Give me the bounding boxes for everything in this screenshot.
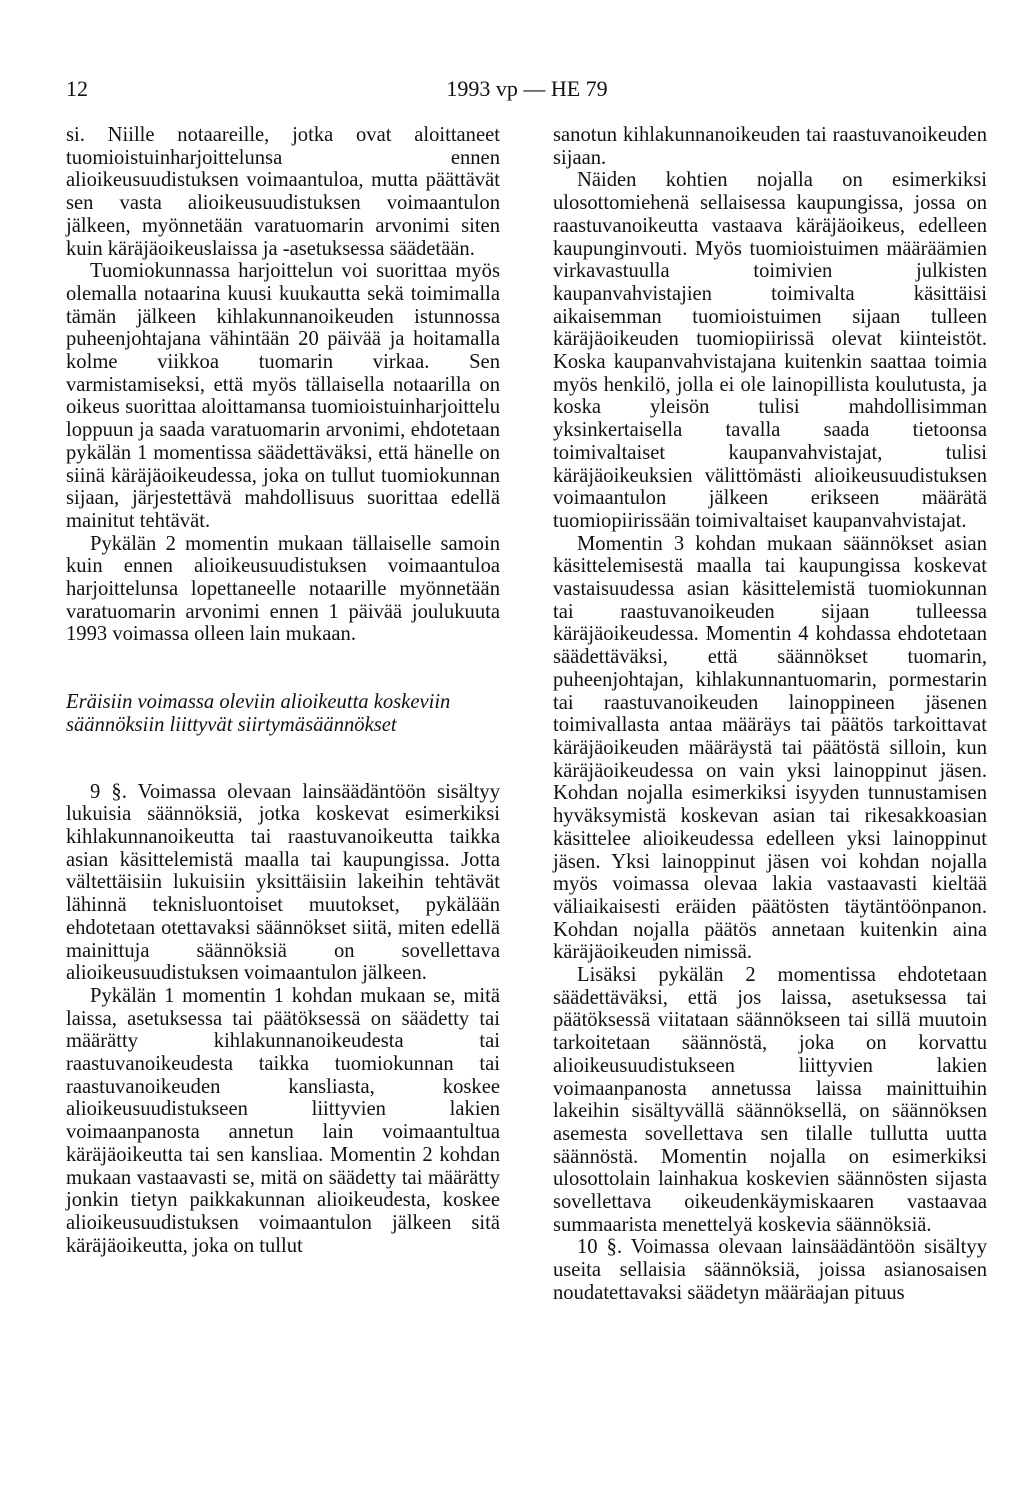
paragraph: si. Niille notaareille, jotka ovat aloittaneet tuomioistuinharjoittelunsa ennen alioikeusuudistuksen voimaantuloa, mutta päättävät sen vasta alioikeusuudistuksen voimaantulon jälkeen, myönnetään varatuomarin arvonimi siten kuin käräjäoikeuslaissa ja -asetuksessa säädetään. xyxy=(66,124,500,260)
page-number: 12 xyxy=(66,76,88,101)
paragraph: Pykälän 2 momentin mukaan tällaiselle samoin kuin ennen alioikeusuudistuksen voimaantuloa harjoittelunsa lopettaneelle notaarille myönnetään varatuomarin arvonimi ennen 1 päivää joulukuuta 1993 voimassa olleen lain mukaan. xyxy=(66,532,500,646)
section-heading: Eräisiin voimassa oleviin alioikeutta koskeviin säännöksiin liittyvät siirtymäsäännökset xyxy=(66,691,451,736)
paragraph: Pykälän 1 momentin 1 kohdan mukaan se, mitä laissa, asetuksessa tai päätöksessä on säädetty tai määrätty kihlakunnanoikeudesta tai raastuvanoikeudesta taikka tuomiokunnan tai raastuvanoikeuden kansliasta, koskee alioikeusuudistukseen liittyvien lakien voimaanpanosta annetun lain voimaantultua käräjäoikeutta tai sen kansliaa. Momentin 2 kohdan mukaan vastaavasti se, mitä on säädetty tai määrätty jonkin tietyn paikkakunnan alioikeudesta, koskee alioikeusuudistuksen voimaantulon jälkeen sitä käräjäoikeutta, joka on tullut xyxy=(66,984,500,1257)
paragraph: Näiden kohtien nojalla on esimerkiksi ulosottomiehenä sellaisessa kaupungissa, jossa on raastuvanoikeutta vastaava käräjäoikeus, edelleen kaupunginvouti. Myös tuomioistuimen määräämien virkavastuulla toimivien julkisten kaupanvahvistajien toimivalta käsittäisi aikaisemman tuomioistuimen sijaan tulleen käräjäoikeuden tuomiopiirissä olevat kiinteistöt. Koska kaupanvahvistajana kuitenkin saattaa toimia myös henkilö, jolla ei ole lainopillista koulutusta, ja koska yleisön tulisi mahdollisimman yksinkertaisella tavalla saada tietoonsa toimivaltaiset kaupanvahvistajat, tulisi käräjäoikeuksien välittömästi alioikeusuudistuksen voimaantulon jälkeen erikseen määrätä tuomiopiirissään toimivaltaiset kaupanvahvistajat. xyxy=(553,169,987,532)
paragraph: Lisäksi pykälän 2 momentissa ehdotetaan säädettäväksi, että jos laissa, asetuksessa tai päätöksessä viitataan säännökseen tai sillä muutoin tarkoitetaan säännöstä, joka on korvattu alioikeusuudistukseen liittyvien lakien voimaanpanosta annetussa laissa mainittuihin lakeihin sisältyvällä säännöksellä, on säännöksen asemesta sovellettava sen tilalle tullutta uutta säännöstä. Momentin nojalla on esimerkiksi ulosottolain lainhakua koskevien säännösten sijasta sovellettava oikeudenkäymiskaaren vastaavaa summaarista menettelyä koskevia säännöksiä. xyxy=(553,964,987,1236)
left-column xyxy=(66,124,500,1257)
paragraph: sanotun kihlakunnanoikeuden tai raastuvanoikeuden sijaan. xyxy=(553,124,987,169)
paragraph: 10 §. Voimassa olevaan lainsäädäntöön sisältyy useita sellaisia säännöksiä, joissa asianosaisen noudatettavaksi säädetyn määräajan pituus xyxy=(553,1236,987,1304)
running-head: 1993 vp — HE 79 xyxy=(446,76,608,101)
right-column xyxy=(553,124,987,1305)
paragraph: 9 §. Voimassa olevaan lainsäädäntöön sisältyy lukuisia säännöksiä, jotka koskevat esimerkiksi kihlakunnanoikeutta tai raastuvanoikeutta taikka asian käsittelemistä maalla tai kaupungissa. Jotta vältettäisiin lukuisiin yksittäisiin lakeihin tehtävät lähinnä teknisluontoiset muutokset, pykälään ehdotetaan otettavaksi säännökset siitä, miten edellä mainittuja säännöksiä on sovellettava alioikeusuudistuksen voimaantulon jälkeen. xyxy=(66,780,500,985)
paragraph: Momentin 3 kohdan mukaan säännökset asian käsittelemisestä maalla tai kaupungissa koskevat vastaisuudessa asian käsittelemistä tuomiokunnan tai raastuvanoikeuden sijaan tulleessa käräjäoikeudessa. Momentin 4 kohdassa ehdotetaan säädettäväksi, että säännökset tuomarin, puheenjohtajan, kihlakunnantuomarin, pormestarin tai raastuvanoikeuden lainoppineen jäsenen toimivallasta antaa määräys tai päätös tarkoittavat käräjäoikeuden määräystä tai päätöstä silloin, kun käräjäoikeudessa on vain yksi lainoppinut jäsen. Kohdan nojalla esimerkiksi isyyden tunnustamisen hyväksymistä koskevan asian tai rikesakkoasian käsittelee alioikeudessa edelleen yksi lainoppinut jäsen. Yksi lainoppinut jäsen voi kohdan nojalla myös voimassa olevaa lakia vastaavasti kieltää väliaikaisesti eräiden päätösten täytäntöönpanon. Kohdan nojalla päätös annetaan kuitenkin aina käräjäoikeuden nimissä. xyxy=(553,532,987,964)
paragraph: Tuomiokunnassa harjoittelun voi suorittaa myös olemalla notaarina kuusi kuukautta sekä toimimalla tämän jälkeen kihlakunnanoikeuden istunnossa puheenjohtajana vähintään 20 päivää ja hoitamalla kolme viikkoa tuomarin virkaa. Sen varmistamiseksi, että myös tällaisella notaarilla on oikeus suorittaa aloittamansa tuomioistuinharjoittelu loppuun ja saada varatuomarin arvonimi, ehdotetaan pykälän 1 momentissa säädettäväksi, että hänelle on siinä käräjäoikeudessa, joka on tullut tuomiokunnan sijaan, järjestettävä mahdollisuus suorittaa edellä mainitut tehtävät. xyxy=(66,260,500,532)
page-header xyxy=(66,76,988,106)
